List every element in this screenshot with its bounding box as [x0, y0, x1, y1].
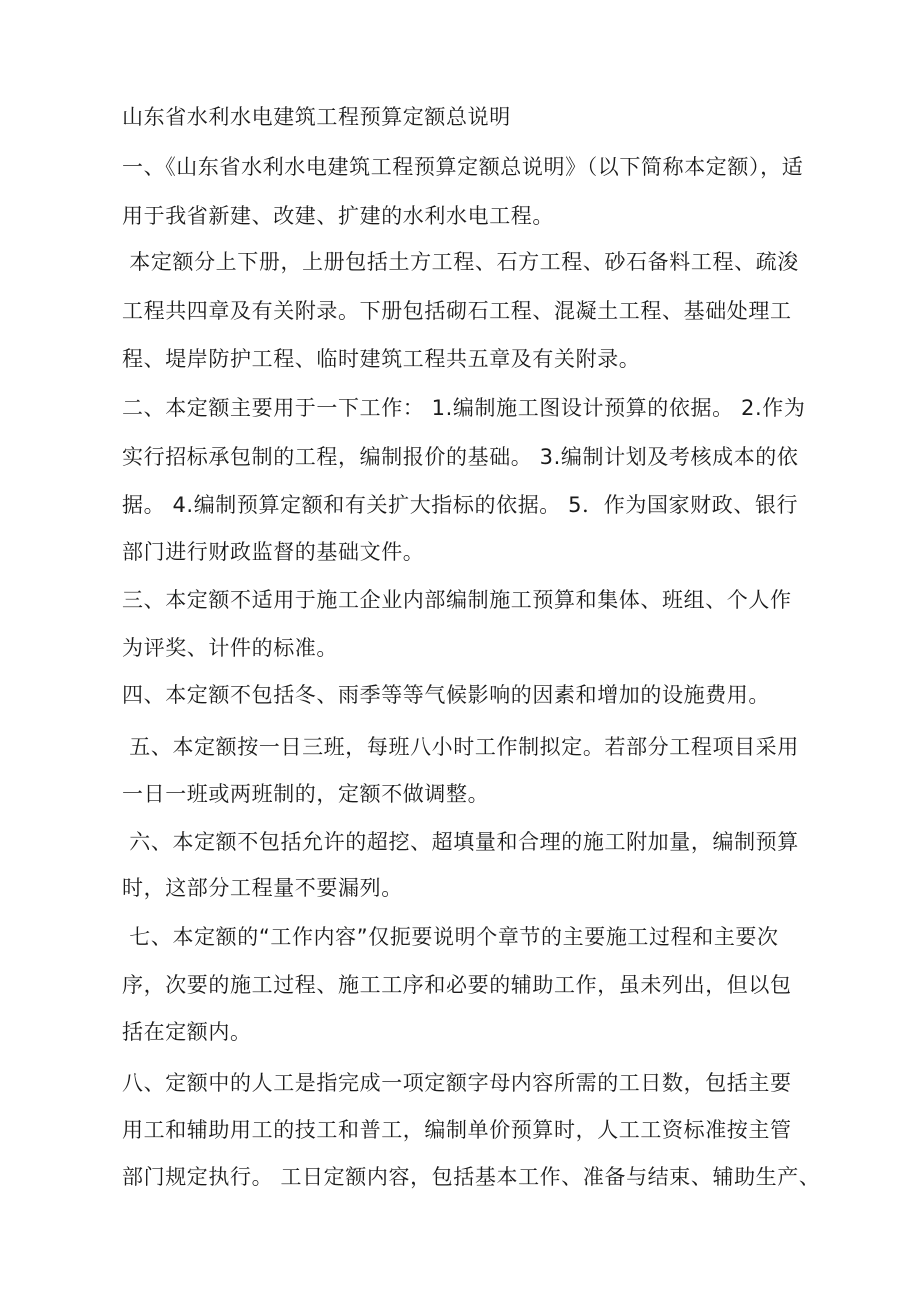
text-line: 本定额分上下册，上册包括土方工程、石方工程、砂石备料工程、疏浚	[122, 250, 799, 274]
text-line: 七、本定额的“工作内容”仅扼要说明个章节的主要施工过程和主要次	[122, 925, 779, 949]
text-line: 序，次要的施工过程、施工工序和必要的辅助工作，虽未列出，但以包	[122, 973, 792, 997]
text-line: 为评奖、计件的标准。	[122, 636, 338, 660]
text-line: 时，这部分工程量不要漏列。	[122, 876, 403, 900]
text-line: 用于我省新建、改建、扩建的水利水电工程。	[122, 204, 554, 228]
text-line: 三、本定额不适用于施工企业内部编制施工预算和集体、班组、个人作	[122, 588, 792, 612]
text-line: 六、本定额不包括允许的超挖、超填量和合理的施工附加量，编制预算	[122, 830, 799, 854]
text-line: 一日一班或两班制的，定额不做调整。	[122, 782, 490, 806]
text-line: 部门规定执行。 工日定额内容，包括基本工作、准备与结束、辅助生产、	[122, 1165, 821, 1189]
text-line: 二、本定额主要用于一下工作： 1.编制施工图设计预算的依据。 2.作为	[122, 396, 806, 420]
text-line: 程、堤岸防护工程、临时建筑工程共五章及有关附录。	[122, 347, 641, 371]
text-line: 括在定额内。	[122, 1020, 252, 1044]
text-line: 五、本定额按一日三班，每班八小时工作制拟定。若部分工程项目采用	[122, 735, 799, 759]
text-line: 工程共四章及有关附录。下册包括砌石工程、混凝土工程、基础处理工	[122, 299, 792, 323]
text-line: 八、定额中的人工是指完成一项定额字母内容所需的工日数，包括主要	[122, 1071, 792, 1095]
text-line: 据。 4.编制预算定额和有关扩大指标的依据。 5．作为国家财政、银行	[122, 493, 799, 517]
text-line: 实行招标承包制的工程，编制报价的基础。 3.编制计划及考核成本的依	[122, 445, 799, 469]
text-line: 部门进行财政监督的基础文件。	[122, 540, 425, 564]
text-line: 四、本定额不包括冬、雨季等等气候影响的因素和增加的设施费用。	[122, 683, 770, 707]
text-line: 一、《山东省水利水电建筑工程预算定额总说明》（以下简称本定额），适	[122, 155, 804, 179]
document-title: 山东省水利水电建筑工程预算定额总说明	[122, 105, 511, 129]
text-line: 用工和辅助用工的技工和普工，编制单价预算时，人工工资标准按主管	[122, 1118, 792, 1142]
